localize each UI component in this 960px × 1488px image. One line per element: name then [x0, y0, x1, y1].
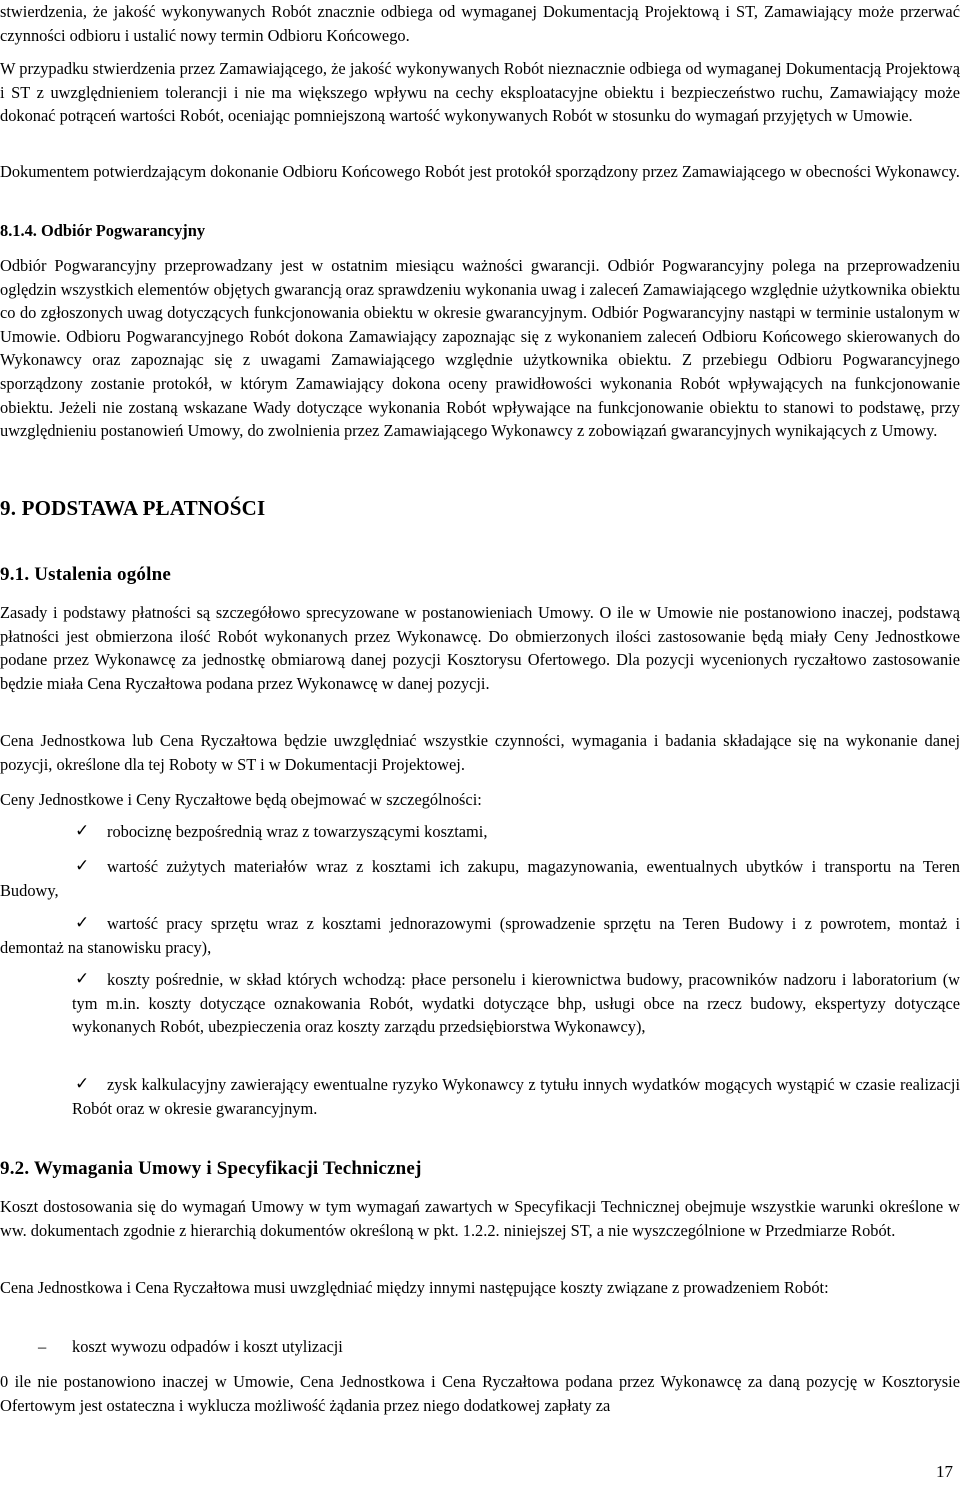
checklist-item-text: robociznę bezpośrednią wraz z towarzyszącymi kosztami, [107, 822, 488, 841]
paragraph-payment-general: Zasady i podstawy płatności są szczegółowo sprecyzowane w postanowieniach Umowy. O ile w Umowie nie postanowiono inaczej, podstawą płatności jest obmierzona ilość Robót wykonanych przez Wykonawcę. Do obmierzonych ilości zastosowanie będą miały Ceny Jednostkowe podane przez Wykonawcę za jednostkę obmiarową danej pozycji Kosztorysu Ofertowego. Dla pozycji wycenionych ryczałtowo zastosowanie będzie miała Cena Ryczałtowa podana przez Wykonawcę w danej pozycji. [0, 603, 960, 693]
section-heading-9: 9. PODSTAWA PŁATNOŚCI [0, 496, 266, 520]
checklist-item-text: koszty pośrednie, w skład których wchodzą: płace personelu i kierownictwa budowy, pracowników nadzoru i laboratorium (w tym m.in. koszty dotyczące oznakowania Robót, wydatki dotyczące bhp, usługi obce na rzecz budowy, ekspertyzy dotyczące wykonanych Robót, ubezpieczenia oraz koszty zarządu przedsiębiorstwa Wykonawcy), [72, 970, 960, 1037]
checklist-item [0, 820, 960, 844]
section-heading-8-1-4: 8.1.4. Odbiór Pogwarancyjny [0, 221, 206, 240]
checkmark-icon: ✓ [75, 856, 90, 876]
paragraph-unit-price-scope: Cena Jednostkowa lub Cena Ryczałtowa będzie uwzględniać wszystkie czynności, wymagania i badania składające się na wykonanie danej pozycji, określone dla tej Roboty w ST i w Dokumentacji Projektowej. [0, 731, 960, 774]
paragraph-price-final: 0 ile nie postanowiono inaczej w Umowie, Cena Jednostkowa i Cena Ryczałtowa podana przez Wykonawcę za daną pozycję w Kosztorysie Ofertowym jest ostateczna i wyklucza możliwość żądania przez niego dodatkowej zapłaty za [0, 1372, 960, 1415]
paragraph-acceptance-protocol: Dokumentem potwierdzającym dokonanie Odbioru Końcowego Robót jest protokół sporządzony przez Zamawiającego w obecności Wykonawcy. [0, 162, 960, 181]
checkmark-icon: ✓ [75, 969, 90, 989]
checkmark-icon: ✓ [75, 913, 90, 933]
checklist-item [0, 912, 960, 959]
checklist-item [0, 968, 960, 1039]
paragraph-adaptation-cost: Koszt dostosowania się do wymagań Umowy w tym wymagań zawartych w Specyfikacji Technicznej obejmuje wszystkie warunki określone w ww. dokumentach zgodnie z hierarchią dokumentów określoną w pkt. 1.2.2. niniejszej ST, a nie wyszczególnione w Przedmiarze Robót. [0, 1197, 960, 1240]
checkmark-icon: ✓ [75, 1074, 90, 1094]
paragraph-price-must-include: Cena Jednostkowa i Cena Ryczałtowa musi uwzględniać między innymi następujące koszty związane z prowadzeniem Robót: [0, 1278, 829, 1297]
dash-bullet: – [38, 1337, 47, 1356]
section-heading-9-2: 9.2. Wymagania Umowy i Specyfikacji Technicznej [0, 1158, 422, 1179]
page-number: 17 [936, 1462, 953, 1481]
checklist-item [0, 1073, 960, 1120]
paragraph-final-acceptance-intro: stwierdzenia, że jakość wykonywanych Robót znacznie odbiega od wymaganej Dokumentacją Projektową i ST, Zamawiający może przerwać czynności odbioru i ustalić nowy termin Odbioru Końcowego. [0, 2, 960, 45]
dash-list-item-text: koszt wywozu odpadów i koszt utylizacji [72, 1337, 343, 1356]
checklist-item-text: zysk kalkulacyjny zawierający ewentualne ryzyko Wykonawcy z tytułu innych wydatków mogących wystąpić w czasie realizacji Robót oraz w okresie gwarancyjnym. [72, 1075, 960, 1118]
paragraph-post-warranty-acceptance: Odbiór Pogwarancyjny przeprowadzany jest w ostatnim miesiącu ważności gwarancji. Odbiór Pogwarancyjny polega na przeprowadzeniu oględzin wszystkich elementów objętych gwarancją oraz sprawdzeniu wykonania uwag i zaleceń Zamawiającego względnie użytkownika obiektu co do zgłoszonych uwag dotyczących funkcjonowania obiektu w okresie gwarancyjnym. Odbiór Pogwarancyjny nastąpi w terminie ustalonym w Umowie. Odbioru Pogwarancyjnego Robót dokona Zamawiający zapoznając się z wykonaniem zaleceń Odbioru Końcowego skierowanych do Wykonawcy oraz zapoznając się z uwagami Zamawiającego względnie użytkownika obiektu. Z przebiegu Odbioru Pogwarancyjnego sporządzony zostanie protokół, w którym Zamawiający dokona oceny prawidłowości wykonania Robót wpływających na funkcjonowanie obiektu. Jeżeli nie zostaną wskazane Wady dotyczące wykonania Robót wpływające na funkcjonowanie obiektu to stanowi to podstawę, przy uwzględnieniu postanowień Umowy, do zwolnienia przez Zamawiającego Wykonawcy z zobowiązań gwarancyjnych wynikających z Umowy. [0, 256, 960, 441]
paragraph-prices-include: Ceny Jednostkowe i Ceny Ryczałtowe będą obejmować w szczególności: [0, 790, 482, 809]
checkmark-icon: ✓ [75, 821, 90, 841]
section-heading-9-1: 9.1. Ustalenia ogólne [0, 564, 171, 585]
paragraph-tolerance-deductions: W przypadku stwierdzenia przez Zamawiającego, że jakość wykonywanych Robót nieznacznie odbiega od wymaganej Dokumentacją Projektową i ST z uwzględnieniem tolerancji i nie ma większego wpływu na cechy eksploatacyjne obiektu i bezpieczeństwo ruchu, Zamawiający może dokonać potrąceń wartości Robót, oceniając pomniejszoną wartość wykonywanych Robót w stosunku do wymagań przyjętych w Umowie. [0, 59, 960, 126]
checklist-item [0, 855, 960, 902]
checklist-item-text: wartość zużytych materiałów wraz z kosztami ich zakupu, magazynowania, ewentualnych ubytków i transportu na Teren Budowy, [0, 857, 960, 900]
checklist-item-text: wartość pracy sprzętu wraz z kosztami jednorazowymi (sprowadzenie sprzętu na Teren Budowy i z powrotem, montaż i demontaż na stanowisku pracy), [0, 914, 960, 957]
